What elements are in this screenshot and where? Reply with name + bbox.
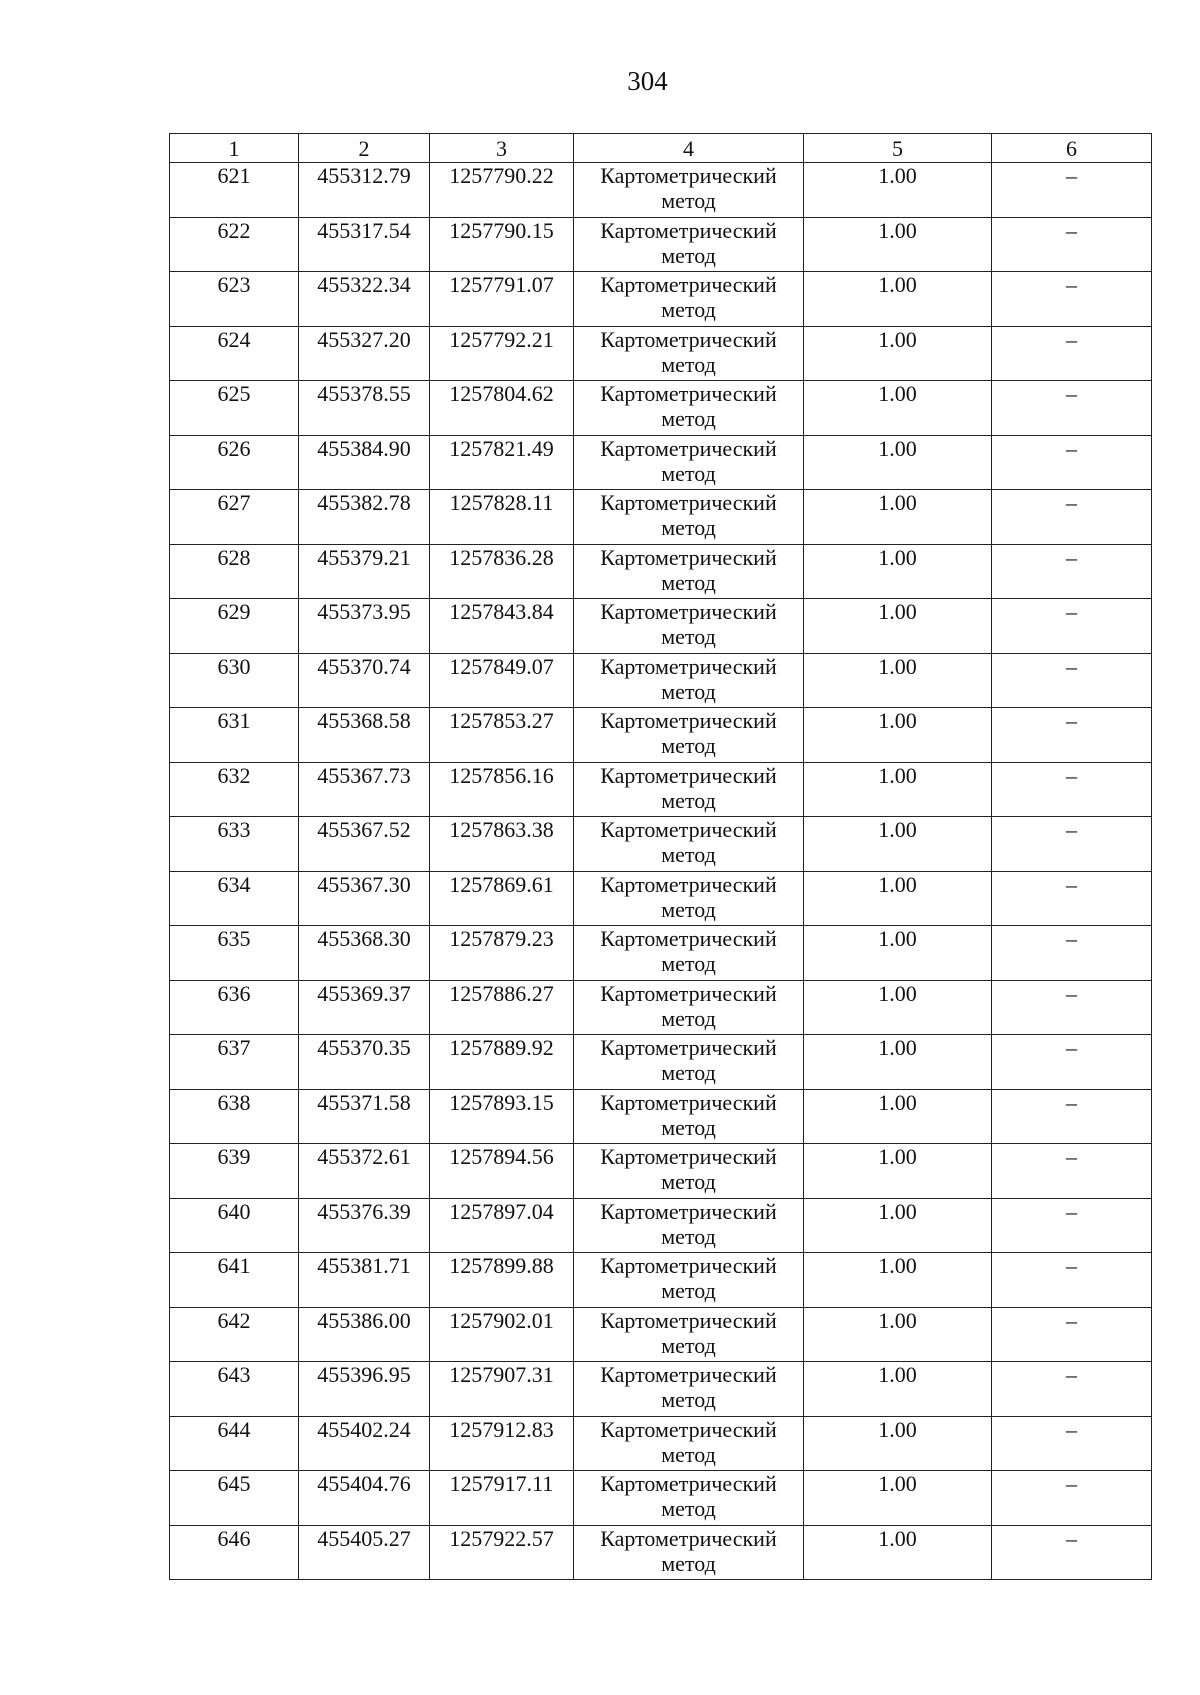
- table-row: [170, 599, 1152, 654]
- x-coordinate-cell: 455384.90: [299, 435, 430, 490]
- method-cell: [574, 1144, 804, 1199]
- accuracy-cell: 1.00: [804, 1362, 992, 1417]
- x-coordinate-cell: 455322.34: [299, 272, 430, 327]
- point-number-cell: 644: [170, 1416, 299, 1471]
- method-line-2: метод: [661, 1169, 716, 1194]
- accuracy-cell: 1.00: [804, 326, 992, 381]
- point-number-cell: 625: [170, 381, 299, 436]
- point-number-cell: 631: [170, 708, 299, 763]
- note-cell: –: [992, 1198, 1152, 1253]
- x-coordinate-cell: 455327.20: [299, 326, 430, 381]
- y-coordinate-cell: 1257879.23: [430, 926, 574, 981]
- x-coordinate-cell: 455367.52: [299, 817, 430, 872]
- accuracy-cell: 1.00: [804, 435, 992, 490]
- table-row: [170, 326, 1152, 381]
- method-cell: [574, 599, 804, 654]
- point-number-cell: 629: [170, 599, 299, 654]
- y-coordinate-cell: 1257804.62: [430, 381, 574, 436]
- method-line-1: Картометрический: [600, 1198, 777, 1224]
- note-cell: –: [992, 817, 1152, 872]
- method-line-1: Картометрический: [600, 1089, 777, 1115]
- accuracy-cell: 1.00: [804, 272, 992, 327]
- y-coordinate-cell: 1257894.56: [430, 1144, 574, 1199]
- table-row: [170, 1471, 1152, 1526]
- table-row: [170, 1035, 1152, 1090]
- point-number-cell: 627: [170, 490, 299, 545]
- y-coordinate-cell: 1257849.07: [430, 653, 574, 708]
- table-row: [170, 544, 1152, 599]
- table-row: [170, 272, 1152, 327]
- x-coordinate-cell: 455367.30: [299, 871, 430, 926]
- method-cell: [574, 1471, 804, 1526]
- table-row: [170, 926, 1152, 981]
- x-coordinate-cell: 455373.95: [299, 599, 430, 654]
- method-cell: [574, 871, 804, 926]
- method-line-1: Картометрический: [600, 381, 777, 406]
- method-line-1: Картометрический: [600, 762, 777, 788]
- note-cell: –: [992, 381, 1152, 436]
- method-line-2: метод: [661, 951, 716, 976]
- y-coordinate-cell: 1257853.27: [430, 708, 574, 763]
- note-cell: –: [992, 544, 1152, 599]
- note-cell: –: [992, 871, 1152, 926]
- accuracy-cell: 1.00: [804, 926, 992, 981]
- note-cell: –: [992, 1416, 1152, 1471]
- note-cell: –: [992, 1307, 1152, 1362]
- y-coordinate-cell: 1257856.16: [430, 762, 574, 817]
- y-coordinate-cell: 1257863.38: [430, 817, 574, 872]
- coordinates-table: [169, 133, 1152, 1580]
- x-coordinate-cell: 455317.54: [299, 217, 430, 272]
- method-cell: [574, 653, 804, 708]
- table-row: [170, 163, 1152, 218]
- table-row: [170, 653, 1152, 708]
- note-cell: –: [992, 1525, 1152, 1580]
- y-coordinate-cell: 1257836.28: [430, 544, 574, 599]
- method-line-1: Картометрический: [600, 217, 777, 243]
- method-line-2: метод: [661, 1005, 716, 1031]
- method-line-2: метод: [661, 1550, 716, 1576]
- method-line-2: метод: [661, 733, 716, 758]
- y-coordinate-cell: 1257886.27: [430, 980, 574, 1035]
- header-col-3: 3: [430, 134, 574, 163]
- method-line-2: метод: [661, 842, 716, 867]
- accuracy-cell: 1.00: [804, 653, 992, 708]
- accuracy-cell: 1.00: [804, 544, 992, 599]
- header-col-5: 5: [804, 134, 992, 163]
- method-line-2: метод: [661, 624, 716, 649]
- table-row: [170, 817, 1152, 872]
- table-row: [170, 871, 1152, 926]
- header-col-6: 6: [992, 134, 1152, 163]
- accuracy-cell: 1.00: [804, 871, 992, 926]
- point-number-cell: 645: [170, 1471, 299, 1526]
- y-coordinate-cell: 1257821.49: [430, 435, 574, 490]
- method-line-1: Картометрический: [600, 272, 777, 297]
- accuracy-cell: 1.00: [804, 817, 992, 872]
- method-cell: [574, 762, 804, 817]
- method-line-1: Картометрический: [600, 435, 777, 461]
- note-cell: –: [992, 1253, 1152, 1308]
- accuracy-cell: 1.00: [804, 1035, 992, 1090]
- point-number-cell: 641: [170, 1253, 299, 1308]
- method-line-1: Картометрический: [600, 490, 777, 515]
- point-number-cell: 632: [170, 762, 299, 817]
- method-line-1: Картометрический: [600, 1416, 777, 1442]
- accuracy-cell: 1.00: [804, 217, 992, 272]
- method-cell: [574, 1362, 804, 1417]
- note-cell: –: [992, 272, 1152, 327]
- method-line-1: Картометрический: [600, 1253, 777, 1278]
- method-cell: [574, 817, 804, 872]
- method-cell: [574, 435, 804, 490]
- point-number-cell: 635: [170, 926, 299, 981]
- method-line-1: Картометрический: [600, 817, 777, 842]
- note-cell: –: [992, 980, 1152, 1035]
- method-line-2: метод: [661, 1278, 716, 1303]
- x-coordinate-cell: 455370.35: [299, 1035, 430, 1090]
- point-number-cell: 628: [170, 544, 299, 599]
- x-coordinate-cell: 455404.76: [299, 1471, 430, 1526]
- point-number-cell: 630: [170, 653, 299, 708]
- method-line-1: Картометрический: [600, 1471, 777, 1496]
- note-cell: –: [992, 435, 1152, 490]
- method-cell: [574, 544, 804, 599]
- y-coordinate-cell: 1257869.61: [430, 871, 574, 926]
- method-line-2: метод: [661, 896, 716, 922]
- point-number-cell: 626: [170, 435, 299, 490]
- method-line-1: Картометрический: [600, 599, 777, 624]
- note-cell: –: [992, 1035, 1152, 1090]
- note-cell: –: [992, 326, 1152, 381]
- table-row: [170, 1307, 1152, 1362]
- point-number-cell: 621: [170, 163, 299, 218]
- x-coordinate-cell: 455312.79: [299, 163, 430, 218]
- point-number-cell: 624: [170, 326, 299, 381]
- y-coordinate-cell: 1257843.84: [430, 599, 574, 654]
- x-coordinate-cell: 455368.30: [299, 926, 430, 981]
- method-line-2: метод: [661, 242, 716, 268]
- method-line-2: метод: [661, 1496, 716, 1521]
- method-line-2: метод: [661, 515, 716, 540]
- accuracy-cell: 1.00: [804, 381, 992, 436]
- table-row: [170, 1416, 1152, 1471]
- table-row: [170, 1144, 1152, 1199]
- note-cell: –: [992, 1471, 1152, 1526]
- accuracy-cell: 1.00: [804, 708, 992, 763]
- method-line-2: метод: [661, 1441, 716, 1467]
- method-cell: [574, 326, 804, 381]
- x-coordinate-cell: 455378.55: [299, 381, 430, 436]
- y-coordinate-cell: 1257899.88: [430, 1253, 574, 1308]
- table-row: [170, 980, 1152, 1035]
- accuracy-cell: 1.00: [804, 1416, 992, 1471]
- y-coordinate-cell: 1257922.57: [430, 1525, 574, 1580]
- y-coordinate-cell: 1257893.15: [430, 1089, 574, 1144]
- header-col-4: 4: [574, 134, 804, 163]
- header-row: [170, 134, 1152, 163]
- y-coordinate-cell: 1257889.92: [430, 1035, 574, 1090]
- method-line-1: Картометрический: [600, 980, 777, 1006]
- y-coordinate-cell: 1257791.07: [430, 272, 574, 327]
- y-coordinate-cell: 1257790.15: [430, 217, 574, 272]
- point-number-cell: 640: [170, 1198, 299, 1253]
- note-cell: –: [992, 1089, 1152, 1144]
- accuracy-cell: 1.00: [804, 980, 992, 1035]
- method-cell: [574, 272, 804, 327]
- method-line-2: метод: [661, 188, 716, 213]
- table-body: [170, 163, 1152, 1580]
- accuracy-cell: 1.00: [804, 1144, 992, 1199]
- y-coordinate-cell: 1257917.11: [430, 1471, 574, 1526]
- point-number-cell: 638: [170, 1089, 299, 1144]
- x-coordinate-cell: 455379.21: [299, 544, 430, 599]
- table-header: [170, 134, 1152, 163]
- note-cell: –: [992, 1144, 1152, 1199]
- y-coordinate-cell: 1257792.21: [430, 326, 574, 381]
- table-row: [170, 1362, 1152, 1417]
- x-coordinate-cell: 455381.71: [299, 1253, 430, 1308]
- x-coordinate-cell: 455382.78: [299, 490, 430, 545]
- table-row: [170, 1525, 1152, 1580]
- accuracy-cell: 1.00: [804, 1089, 992, 1144]
- table-row: [170, 435, 1152, 490]
- table-row: [170, 1089, 1152, 1144]
- point-number-cell: 643: [170, 1362, 299, 1417]
- accuracy-cell: 1.00: [804, 1307, 992, 1362]
- table-row: [170, 762, 1152, 817]
- table-row: [170, 1198, 1152, 1253]
- y-coordinate-cell: 1257828.11: [430, 490, 574, 545]
- accuracy-cell: 1.00: [804, 1253, 992, 1308]
- method-line-1: Картометрический: [600, 1144, 777, 1169]
- table-row: [170, 1253, 1152, 1308]
- method-cell: [574, 217, 804, 272]
- note-cell: –: [992, 490, 1152, 545]
- point-number-cell: 623: [170, 272, 299, 327]
- point-number-cell: 642: [170, 1307, 299, 1362]
- accuracy-cell: 1.00: [804, 599, 992, 654]
- x-coordinate-cell: 455367.73: [299, 762, 430, 817]
- point-number-cell: 646: [170, 1525, 299, 1580]
- note-cell: –: [992, 762, 1152, 817]
- x-coordinate-cell: 455372.61: [299, 1144, 430, 1199]
- method-cell: [574, 1253, 804, 1308]
- method-line-1: Картометрический: [600, 1307, 777, 1333]
- header-col-1: 1: [170, 134, 299, 163]
- note-cell: –: [992, 217, 1152, 272]
- header-col-2: 2: [299, 134, 430, 163]
- note-cell: –: [992, 163, 1152, 218]
- x-coordinate-cell: 455371.58: [299, 1089, 430, 1144]
- accuracy-cell: 1.00: [804, 762, 992, 817]
- method-cell: [574, 1198, 804, 1253]
- x-coordinate-cell: 455370.74: [299, 653, 430, 708]
- page-number-text: 304: [627, 66, 668, 96]
- x-coordinate-cell: 455376.39: [299, 1198, 430, 1253]
- page-number: [0, 66, 1200, 97]
- method-cell: [574, 381, 804, 436]
- method-line-1: Картометрический: [600, 926, 777, 951]
- method-line-2: метод: [661, 678, 716, 704]
- method-line-1: Картометрический: [600, 544, 777, 570]
- method-line-2: метод: [661, 1223, 716, 1249]
- x-coordinate-cell: 455405.27: [299, 1525, 430, 1580]
- method-cell: [574, 1089, 804, 1144]
- note-cell: –: [992, 926, 1152, 981]
- table-row: [170, 708, 1152, 763]
- y-coordinate-cell: 1257902.01: [430, 1307, 574, 1362]
- method-cell: [574, 490, 804, 545]
- method-cell: [574, 708, 804, 763]
- point-number-cell: 633: [170, 817, 299, 872]
- accuracy-cell: 1.00: [804, 490, 992, 545]
- x-coordinate-cell: 455396.95: [299, 1362, 430, 1417]
- method-cell: [574, 163, 804, 218]
- x-coordinate-cell: 455368.58: [299, 708, 430, 763]
- method-line-1: Картометрический: [600, 1525, 777, 1551]
- x-coordinate-cell: 455386.00: [299, 1307, 430, 1362]
- method-cell: [574, 1525, 804, 1580]
- method-line-1: Картометрический: [600, 871, 777, 897]
- method-cell: [574, 980, 804, 1035]
- method-cell: [574, 1035, 804, 1090]
- method-line-1: Картометрический: [600, 708, 777, 733]
- y-coordinate-cell: 1257912.83: [430, 1416, 574, 1471]
- accuracy-cell: 1.00: [804, 1525, 992, 1580]
- x-coordinate-cell: 455369.37: [299, 980, 430, 1035]
- point-number-cell: 639: [170, 1144, 299, 1199]
- x-coordinate-cell: 455402.24: [299, 1416, 430, 1471]
- accuracy-cell: 1.00: [804, 1198, 992, 1253]
- accuracy-cell: 1.00: [804, 163, 992, 218]
- note-cell: –: [992, 708, 1152, 763]
- method-line-2: метод: [661, 1114, 716, 1140]
- point-number-cell: 634: [170, 871, 299, 926]
- method-line-1: Картометрический: [600, 163, 777, 188]
- method-line-2: метод: [661, 569, 716, 595]
- table-row: [170, 490, 1152, 545]
- method-line-2: метод: [661, 1387, 716, 1412]
- method-line-2: метод: [661, 1332, 716, 1358]
- method-cell: [574, 1416, 804, 1471]
- method-line-1: Картометрический: [600, 653, 777, 679]
- method-line-1: Картометрический: [600, 1362, 777, 1387]
- y-coordinate-cell: 1257907.31: [430, 1362, 574, 1417]
- method-line-2: метод: [661, 351, 716, 377]
- note-cell: –: [992, 1362, 1152, 1417]
- method-line-2: метод: [661, 460, 716, 486]
- point-number-cell: 637: [170, 1035, 299, 1090]
- method-line-2: метод: [661, 406, 716, 431]
- method-line-2: метод: [661, 297, 716, 322]
- method-line-2: метод: [661, 787, 716, 813]
- method-cell: [574, 926, 804, 981]
- method-line-2: метод: [661, 1060, 716, 1085]
- method-line-1: Картометрический: [600, 1035, 777, 1060]
- method-line-1: Картометрический: [600, 326, 777, 352]
- accuracy-cell: 1.00: [804, 1471, 992, 1526]
- table-row: [170, 217, 1152, 272]
- note-cell: –: [992, 653, 1152, 708]
- point-number-cell: 636: [170, 980, 299, 1035]
- y-coordinate-cell: 1257790.22: [430, 163, 574, 218]
- table-row: [170, 381, 1152, 436]
- point-number-cell: 622: [170, 217, 299, 272]
- y-coordinate-cell: 1257897.04: [430, 1198, 574, 1253]
- note-cell: –: [992, 599, 1152, 654]
- method-cell: [574, 1307, 804, 1362]
